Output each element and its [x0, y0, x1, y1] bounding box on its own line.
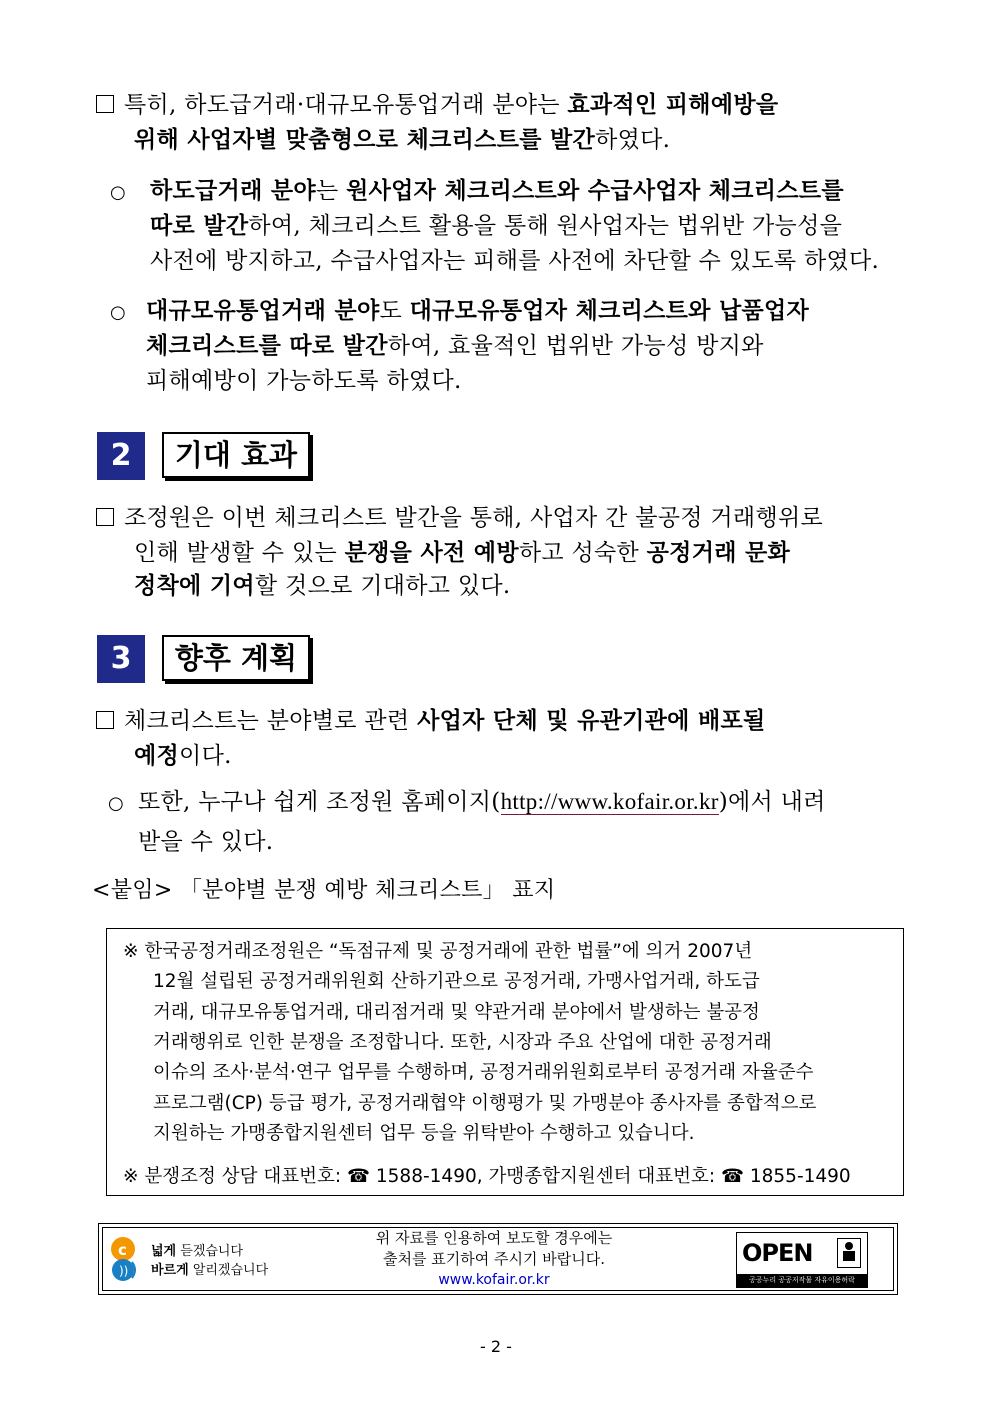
- organization-notice-box: ※ 한국공정거래조정원은 “독점규제 및 공정거래에 관한 법률”에 의거 2007년 12월 설립된 공정거래위원회 산하기관으로 공정거래, 가맹사업거래, 하도급 거래, 대규모유통업거래, 대리점거래 및 약관거래 분야에서 발생하는 불공정 거래행위로 인한 분쟁을 조정합니다. 또한, 시장과 주요 산업에 대한 공정거래 이슈의 조사·분석·연구 업무를 수행하며, 공정거래위원회로부터 공정거래 자율준수 프로그램(CP) 등급 평가, 공정거래협약 이행평가 및 가맹분야 종사자를 종합적으로 지원하는 가맹종합지원센터 업무 등을 위탁받아 수행하고 있습니다. ※ 분쟁조정 상담 대표번호: ☎ 1588-1490, 가맹종합지원센터 대표번호: ☎ 1855-1490: [106, 928, 904, 1196]
- contact-numbers: ※ 분쟁조정 상담 대표번호: ☎ 1588-1490, 가맹종합지원센터 대표번호: ☎ 1855-1490: [123, 1166, 851, 1187]
- square-bullet-icon: [96, 508, 114, 526]
- citation-request-line1: 위 자료를 인용하여 보도할 경우에는: [375, 1229, 613, 1247]
- attachment-note: <붙임> 「분야별 분쟁 예방 체크리스트」 표지: [92, 878, 556, 903]
- press-footer-box: [98, 1223, 898, 1295]
- square-bullet-icon: [96, 95, 114, 113]
- kogl-open-logo: OPEN 공공누리 공공저작물 자유이용허락: [736, 1232, 868, 1288]
- section-number-2: 2: [97, 432, 145, 480]
- svg-text:)): )): [119, 1264, 129, 1278]
- section-title-expected-effect: 기대 효과: [162, 432, 310, 478]
- circle-bullet-icon: ○: [108, 793, 125, 814]
- page-number: - 2 -: [480, 1337, 512, 1356]
- citation-request-line2: 출처를 표기하여 주시기 바랍니다.: [383, 1250, 605, 1268]
- svg-text:c: c: [118, 1241, 127, 1259]
- circle-bullet-icon: ○: [110, 302, 127, 323]
- footer-url[interactable]: www.kofair.or.kr: [438, 1272, 550, 1288]
- kofair-slogan-logo: c )) 넓게 듣겠습니다 바르게 알리겠습니다: [109, 1236, 279, 1284]
- square-bullet-icon: [96, 711, 114, 729]
- section-title-future-plan: 향후 계획: [162, 635, 310, 681]
- circle-bullet-icon: ○: [110, 182, 127, 203]
- person-icon: [837, 1238, 861, 1268]
- homepage-link[interactable]: http://www.kofair.or.kr: [500, 789, 719, 814]
- speech-logo-icon: [109, 1236, 149, 1282]
- section-number-3: 3: [97, 635, 145, 683]
